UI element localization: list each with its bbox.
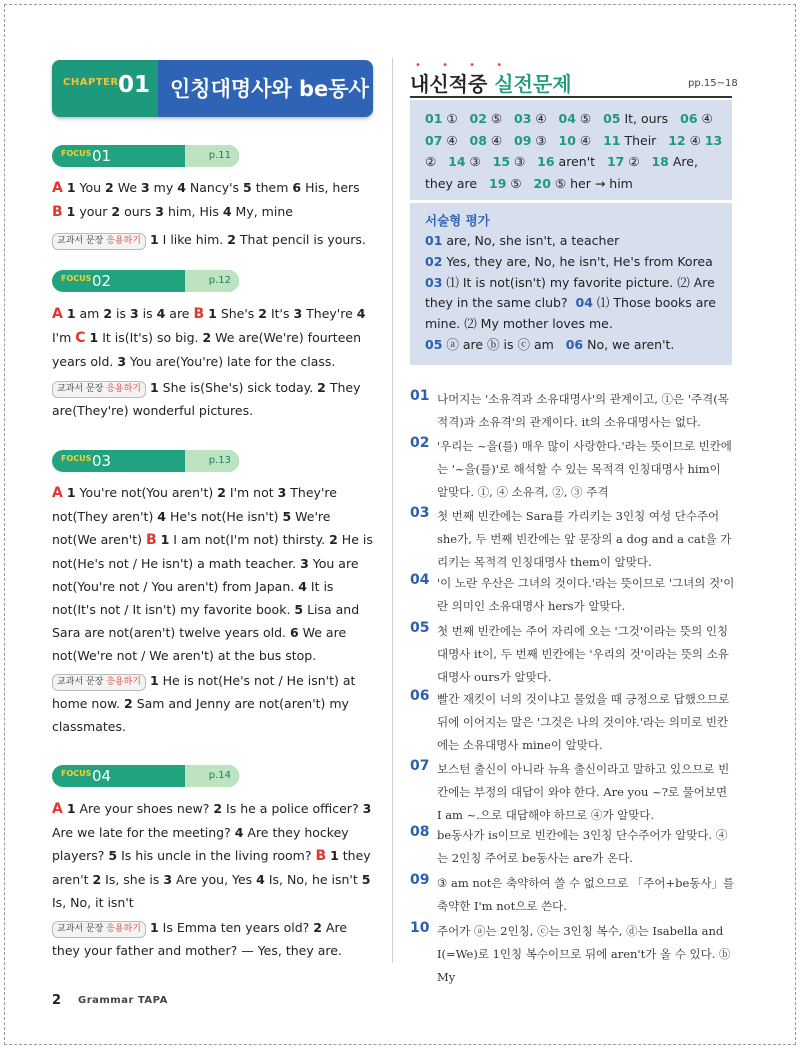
focus-03-textbook xyxy=(52,669,374,738)
focus-label: FOCUS xyxy=(61,274,92,283)
textbook-answers: 1 I like him. 2 That pencil is yours. xyxy=(149,232,366,247)
writing-heading: 서술형 평가 xyxy=(425,213,490,228)
focus-page: p.13 xyxy=(208,455,231,466)
focus-02-answers: A 1 am 2 is 3 is 4 are B 1 She's 2 It's 3 They're 4 I'm C 1 It is(It's) so big. 2 We are(We're) fourteen years old. 3 You are(You're) late for the class. xyxy=(52,306,366,369)
chapter-title: 인칭대명사와 be동사 xyxy=(170,77,369,101)
textbook-tag: 교과서 문장 응용하기 xyxy=(52,233,146,250)
textbook-tag: 교과서 문장 응용하기 xyxy=(52,674,146,691)
focus-page: p.14 xyxy=(208,770,231,781)
writing-assessment-box xyxy=(410,203,732,365)
focus-bar-02 xyxy=(52,270,239,292)
chapter-header xyxy=(52,60,373,117)
answer-key-box xyxy=(410,100,732,200)
focus-03-answers: A 1 You're not(You aren't) 2 I'm not 3 They're not(They aren't) 4 He's not(He isn't) 5 We're not(We aren't) B 1 I am not(I'm not) thirsty. 2 He is not(He's not / He isn't) a math teacher. 3 You are not(You're not / You aren't) from Japan. 4 It is not(It's not / It isn't) my favorite book. 5 Lisa and Sara are not(aren't) twelve years old. 6 We are not(We're not / We aren't) at the bus stop. xyxy=(52,485,373,663)
focus-page: p.11 xyxy=(208,150,231,161)
practice-title-a: 내신적중 xyxy=(410,72,488,96)
chapter-number: 01 xyxy=(118,72,151,98)
focus-number: 03 xyxy=(92,452,112,470)
focus-label: FOCUS xyxy=(61,454,92,463)
textbook-answers: 1 Is Emma ten years old? 2 Are they your father and mother? — Yes, they are. xyxy=(52,920,348,958)
focus-02-textbook xyxy=(52,376,374,422)
practice-title xyxy=(410,68,572,97)
answer-key-list: 01 ① 02 ⑤ 03 ④ 04 ⑤ 05 It, ours 06 ④ 07 ④ 08 ④ 09 ③ 10 ④ 11 Their 12 ④ 13 ② 14 ③ 15 ③ 16 aren't 17 ② 18 Are, they are 19 ⑤ 20 ⑤ her → him xyxy=(425,111,723,191)
focus-01-answers: A 1 You 2 We 3 my 4 Nancy's 5 them 6 His, hers B 1 your 2 ours 3 him, His 4 My, mine xyxy=(52,180,360,220)
focus-label: FOCUS xyxy=(61,149,92,158)
practice-title-b: 실전문제 xyxy=(494,72,572,96)
focus-number: 01 xyxy=(92,147,112,165)
page-number: 2 xyxy=(52,993,62,1008)
focus-04-textbook xyxy=(52,916,374,962)
focus-number: 02 xyxy=(92,272,112,290)
focus-bar-03 xyxy=(52,450,239,472)
focus-bar-04 xyxy=(52,765,239,787)
book-name: Grammar TAPA xyxy=(78,995,168,1006)
focus-01-textbook xyxy=(52,228,374,251)
chapter-label: CHAPTER xyxy=(63,77,119,88)
focus-number: 04 xyxy=(92,767,112,785)
focus-04-answers: A 1 Are your shoes new? 2 Is he a police officer? 3 Are we late for the meeting? 4 Are they hockey players? 5 Is his uncle in the living room? B 1 they aren't 2 Is, she is 3 Are you, Yes 4 Is, No, he isn't 5 Is, No, it isn't xyxy=(52,801,372,910)
textbook-answers: 1 She is(She's) sick today. 2 They are(They're) wonderful pictures. xyxy=(52,380,361,418)
textbook-tag: 교과서 문장 응용하기 xyxy=(52,921,146,938)
column-divider xyxy=(392,58,393,963)
title-rule xyxy=(410,96,732,98)
practice-pages: pp.15~18 xyxy=(688,78,738,89)
focus-page: p.12 xyxy=(208,275,231,286)
focus-label: FOCUS xyxy=(61,769,92,778)
textbook-answers: 1 He is not(He's not / He isn't) at home now. 2 Sam and Jenny are not(aren't) my classmates. xyxy=(52,673,356,734)
textbook-tag: 교과서 문장 응용하기 xyxy=(52,381,146,398)
title-dots: • • • • xyxy=(415,60,512,71)
writing-answers: 01 are, No, she isn't, a teacher 02 Yes, they are, No, he isn't, He's from Korea 03 ⑴ It is not(isn't) my favorite picture. ⑵ Are they in the same club? 04 ⑴ Those books are mine. ⑵ My mother loves me. 05 ⓐ are ⓑ is ⓒ am 06 No, we aren't. xyxy=(425,233,716,352)
focus-bar-01 xyxy=(52,145,239,167)
